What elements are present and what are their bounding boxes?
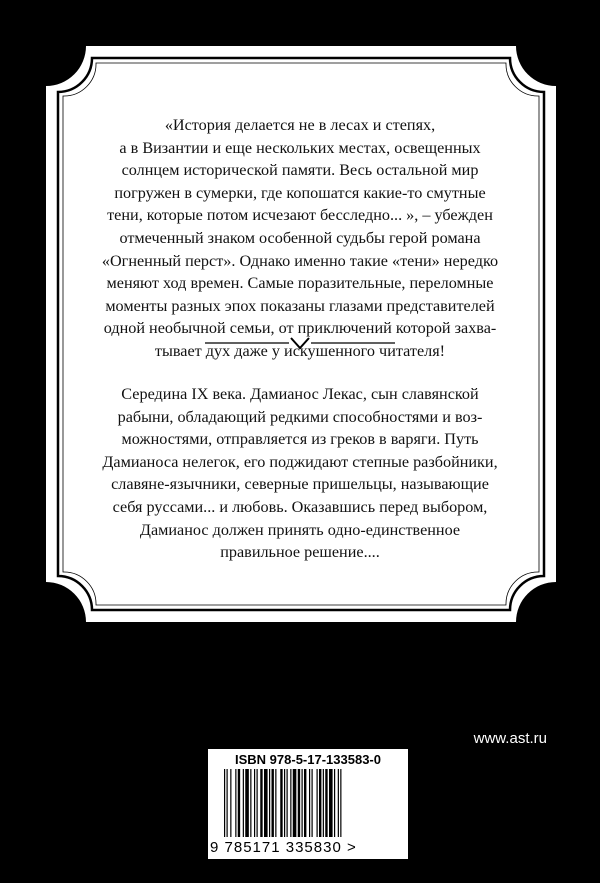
barcode-bar [298, 769, 300, 837]
barcode-bar [287, 769, 288, 837]
barcode-bar [293, 769, 297, 837]
text-line: правильное решение.... [220, 543, 380, 562]
isbn-barcode-box [208, 749, 408, 859]
text-line: Дамианос должен принять одно-единственное [139, 520, 461, 539]
synopsis-paragraph [80, 383, 520, 564]
barcode-bar [275, 769, 276, 837]
barcode-bar [245, 769, 249, 837]
barcode-bar [238, 769, 240, 837]
text-line: одной необычной семьи, от приключений которой захва- [103, 319, 497, 338]
barcode-bar [284, 769, 285, 837]
barcode-bar [264, 769, 268, 837]
barcode-bar [243, 769, 244, 837]
publisher-site: www.ast.ru [473, 730, 547, 747]
text-line: отмеченный знаком особенной судьбы герой романа [119, 228, 481, 247]
barcode-digits: 9 785171 335830 > [210, 839, 357, 856]
text-line: можностями, отправляется из греков в варяги. Путь [121, 430, 479, 449]
barcode-bar [260, 769, 262, 837]
barcode-bar [334, 769, 335, 837]
text-line: тени, которые потом исчезают бесследно... », – убежден [107, 206, 493, 225]
barcode-bar [235, 769, 236, 837]
barcode-bar [304, 769, 306, 837]
barcode-bar [329, 769, 333, 837]
barcode-bar [319, 769, 321, 837]
barcode-bar [325, 769, 327, 837]
barcode-bar [302, 769, 303, 837]
barcode-bar [323, 769, 324, 837]
barcode-bar [340, 769, 341, 837]
text-line: солнцем исторической памяти. Весь остальной мир [121, 161, 479, 180]
barcode [222, 769, 394, 841]
text-line: Дамианоса нелегок, его поджидают степные разбойники, [102, 452, 498, 471]
barcode-bar [227, 769, 228, 837]
barcode-bar [280, 769, 282, 837]
barcode-bar [272, 769, 274, 837]
isbn-label: ISBN 978-5-17-133583-0 [235, 752, 381, 767]
barcode-bar [230, 769, 231, 837]
barcode-bar [290, 769, 291, 837]
barcode-bar [269, 769, 270, 837]
text-line: погружен в сумерки, где копошатся какие-то смутные [114, 183, 486, 202]
text-line: Середина IX века. Дамианос Лекас, сын славянской [121, 385, 479, 403]
barcode-bar [317, 769, 318, 837]
barcode-bar [224, 769, 225, 837]
text-line: славяне-язычники, северные пришельцы, называющие [111, 475, 489, 494]
ornament-divider [205, 336, 395, 350]
barcode-bar [309, 769, 310, 837]
barcode-bar [338, 769, 339, 837]
text-line: меняют ход времен. Самые поразительные, переломные [106, 274, 494, 293]
text-line: моменты разных эпох показаны глазами представителей [105, 296, 495, 315]
text-line: себя руссами... и любовь. Оказавшись перед выбором, [112, 497, 488, 516]
text-line: рабыни, обладающий редкими способностями и воз- [117, 407, 483, 426]
text-line: тывает дух даже у искушенного читателя! [154, 341, 446, 360]
barcode-bar [312, 769, 313, 837]
barcode-bar [250, 769, 251, 837]
text-line: «Огненный перст». Однако именно такие «тени» нередко [101, 251, 499, 270]
text-line: «История делается не в лесах и степях, [164, 116, 436, 134]
barcode-bar [254, 769, 255, 837]
barcode-bar [257, 769, 258, 837]
annotation-paragraph [80, 114, 520, 363]
text-line: а в Византии и еще нескольких местах, освещенных [119, 138, 481, 157]
